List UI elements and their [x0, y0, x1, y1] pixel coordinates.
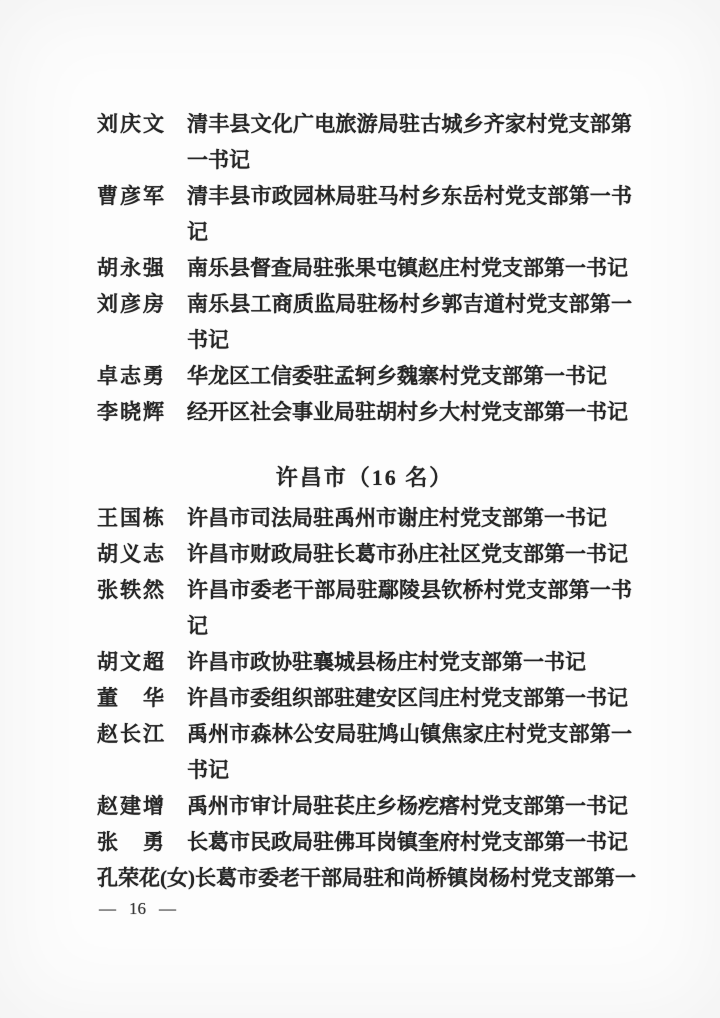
roster-entry [97, 178, 642, 250]
person-title: 禹州市森林公安局驻鸠山镇焦家庄村党支部第一书记 [187, 722, 632, 782]
person-title: 华龙区工信委驻孟轲乡魏寨村党支部第一书记 [187, 364, 607, 388]
roster-entry [97, 250, 642, 286]
person-name: 张 勇 [97, 830, 166, 854]
person-name: 胡永强 [97, 256, 166, 280]
person-title: 许昌市委组织部驻建安区闫庄村党支部第一书记 [187, 686, 628, 710]
person-name: 赵长江 [97, 722, 166, 746]
page-number: 16 [129, 899, 146, 918]
roster-entry [97, 644, 642, 680]
person-name: 刘彦房 [97, 292, 166, 316]
person-title: 许昌市委老干部局驻鄢陵县钦桥村党支部第一书记 [187, 578, 632, 638]
roster-entry [97, 860, 642, 896]
footer-right-dash: — [159, 899, 176, 918]
roster-entry [97, 536, 642, 572]
person-title: 许昌市政协驻襄城县杨庄村党支部第一书记 [187, 650, 586, 674]
document-body [97, 106, 642, 896]
person-title: 清丰县市政园林局驻马村乡东岳村党支部第一书记 [187, 184, 632, 244]
person-name: 孔荣花(女) [97, 866, 195, 890]
person-title: 许昌市财政局驻长葛市孙庄社区党支部第一书记 [187, 542, 628, 566]
person-name: 卓志勇 [97, 364, 166, 388]
roster-entry [97, 500, 642, 536]
person-name: 王国栋 [97, 506, 166, 530]
section-header-xuchang: 许昌市（16 名） [275, 465, 454, 490]
person-title: 长葛市民政局驻佛耳岗镇奎府村党支部第一书记 [187, 830, 628, 854]
roster-entry [97, 788, 642, 824]
footer-left-dash: — [99, 899, 116, 918]
roster-entry [97, 716, 642, 788]
person-name: 胡文超 [97, 650, 166, 674]
roster-entry [97, 824, 642, 860]
person-name: 胡义志 [97, 542, 166, 566]
roster-entry [97, 680, 642, 716]
roster-entry [97, 572, 642, 644]
person-title: 南乐县工商质监局驻杨村乡郭吉道村党支部第一书记 [187, 292, 632, 352]
roster-entry [97, 394, 642, 430]
person-title: 许昌市司法局驻禹州市谢庄村党支部第一书记 [187, 506, 607, 530]
roster-entry [97, 358, 642, 394]
person-title: 清丰县文化广电旅游局驻古城乡齐家村党支部第一书记 [187, 112, 632, 172]
person-name: 张轶然 [97, 578, 166, 602]
person-name: 董 华 [97, 686, 166, 710]
person-name: 李晓辉 [97, 400, 166, 424]
page-footer [99, 897, 176, 921]
person-name: 赵建增 [97, 794, 166, 818]
person-title: 南乐县督查局驻张果屯镇赵庄村党支部第一书记 [187, 256, 628, 280]
person-name: 刘庆文 [97, 112, 166, 136]
roster-entry [97, 106, 642, 178]
person-title: 禹州市审计局驻苌庄乡杨疙瘩村党支部第一书记 [187, 794, 628, 818]
person-title: 经开区社会事业局驻胡村乡大村党支部第一书记 [187, 400, 628, 424]
roster-entry [97, 286, 642, 358]
person-title: 长葛市委老干部局驻和尚桥镇岗杨村党支部第一 [195, 866, 636, 890]
person-name: 曹彦军 [97, 184, 166, 208]
